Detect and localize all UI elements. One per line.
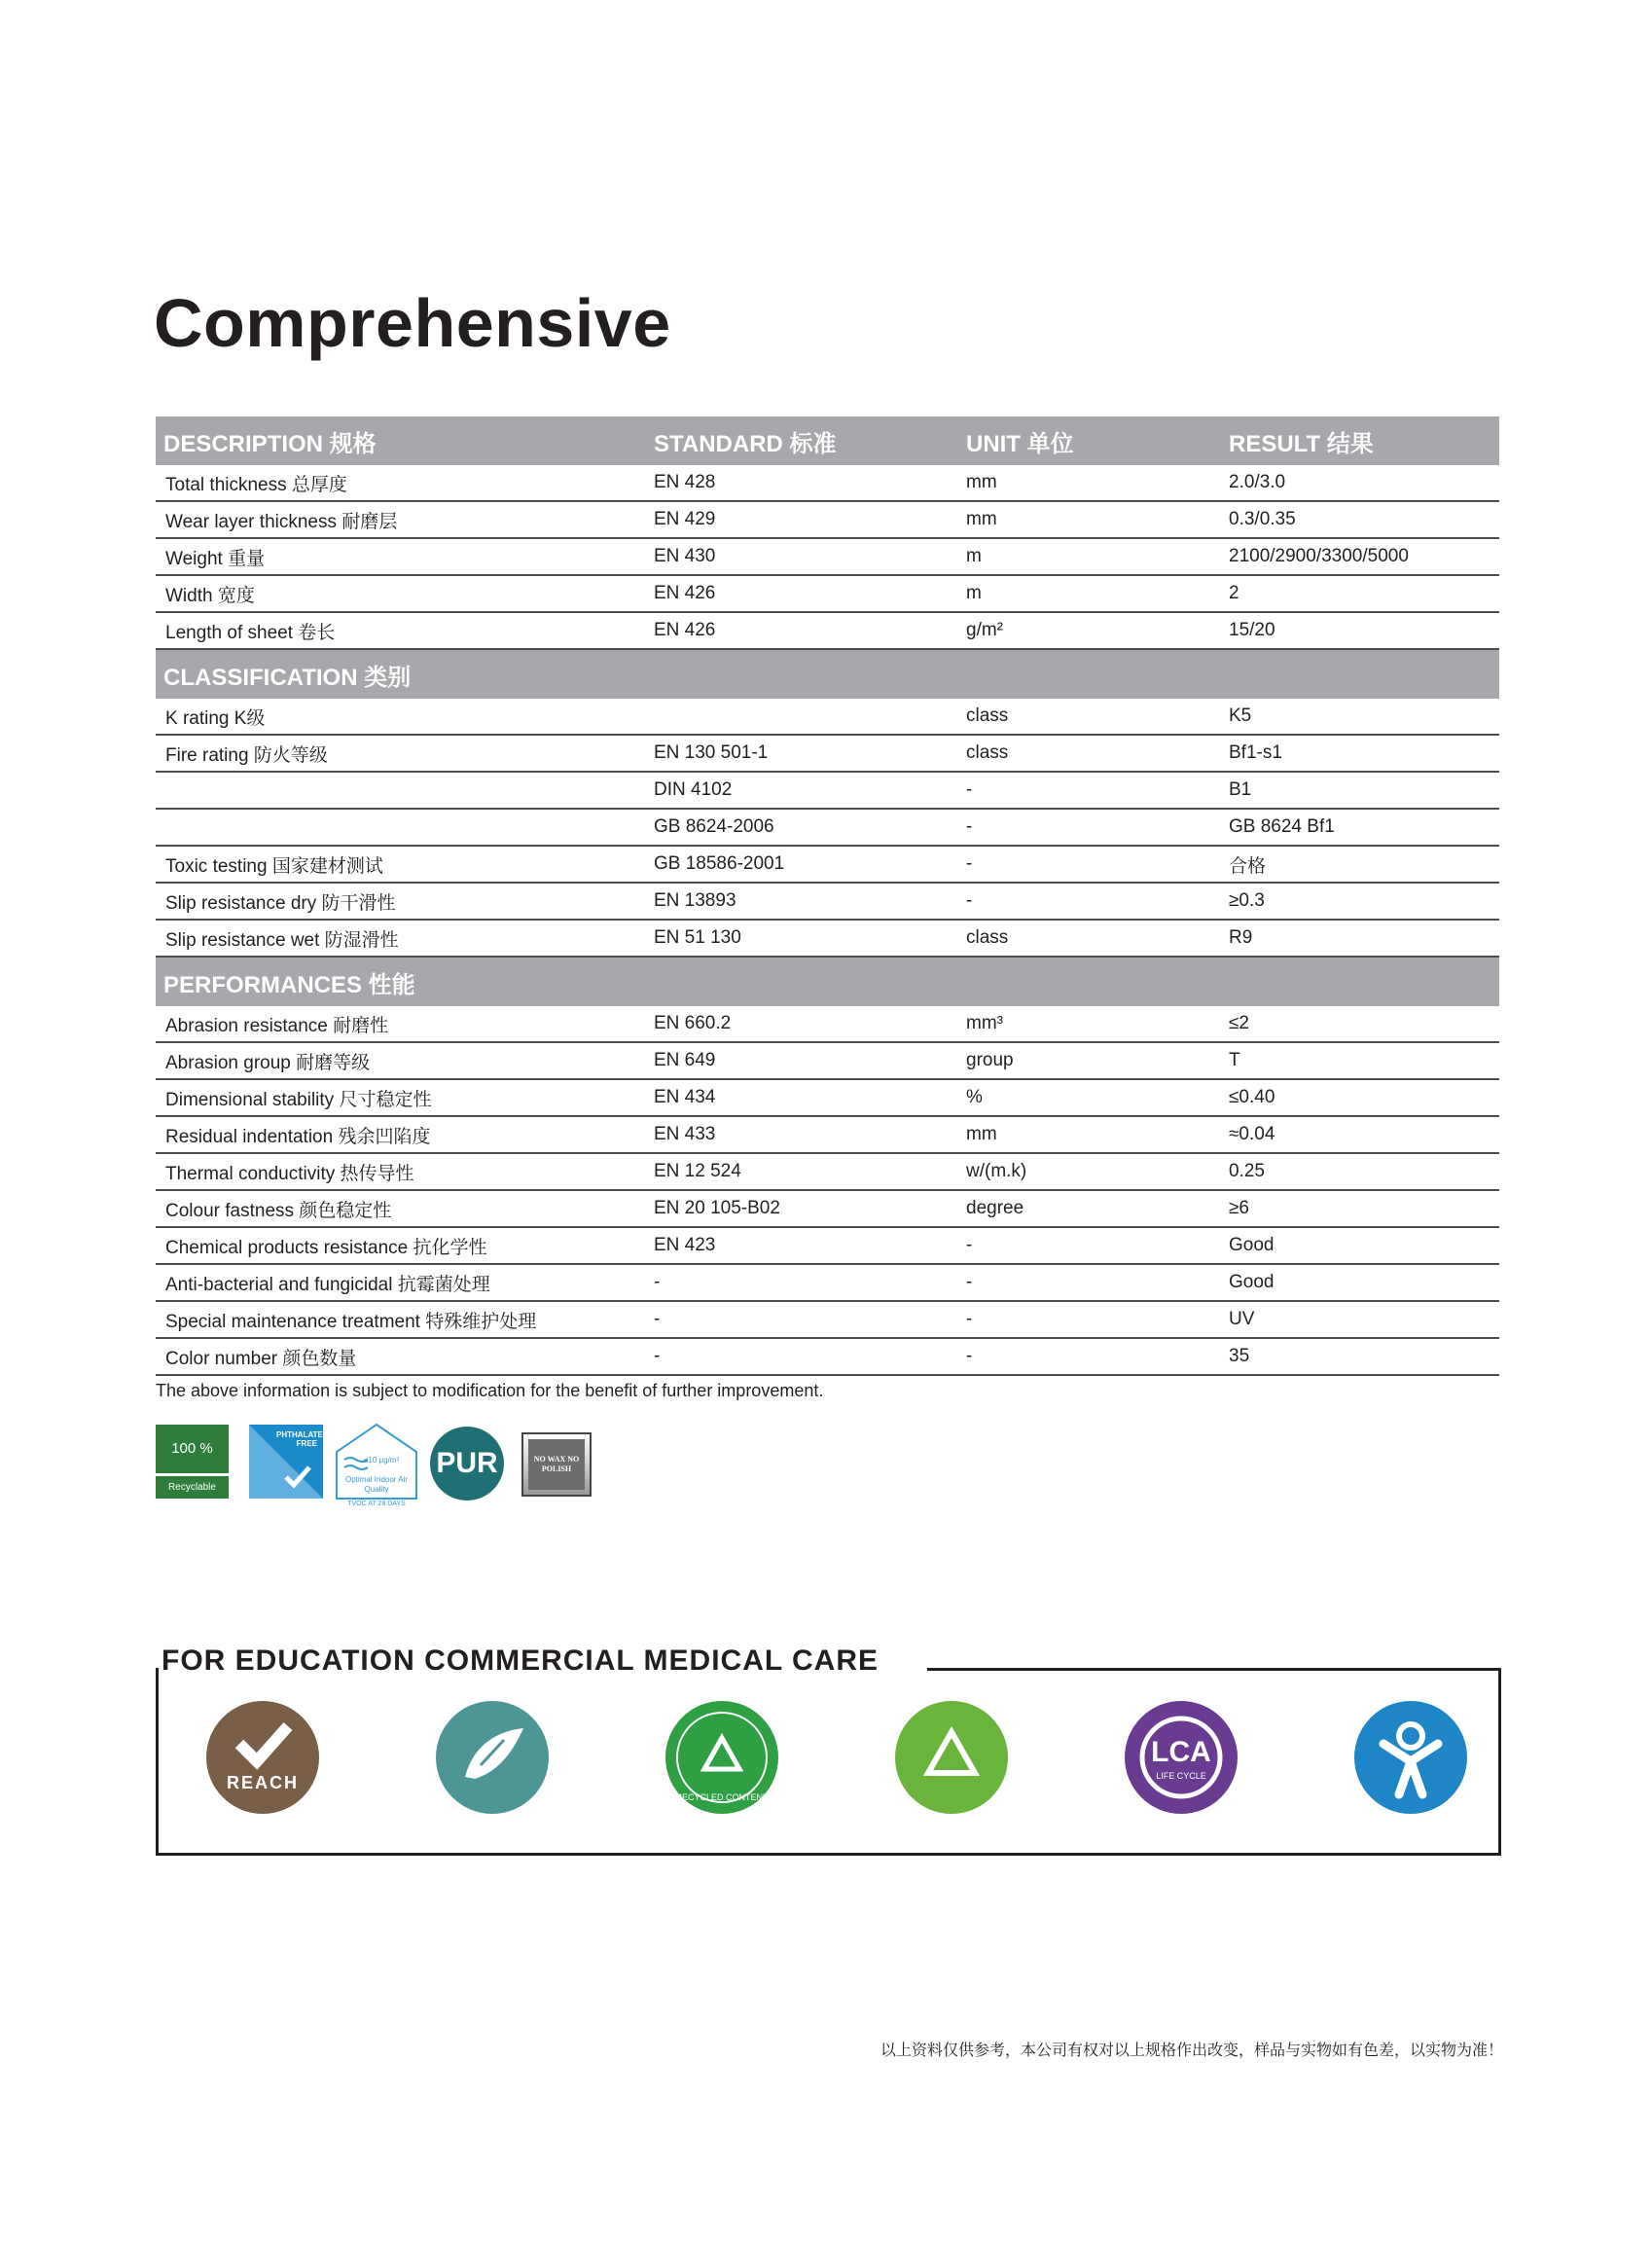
table-row [156,465,1499,501]
cell-result: B1 [1221,772,1499,809]
pur-badge [430,1427,504,1501]
table-header-row [156,416,1499,465]
cell-description: K rating K级 [156,699,646,735]
cell-description: Chemical products resistance 抗化学性 [156,1227,646,1264]
cell-standard: - [646,1338,958,1375]
pur-text: PUR [436,1447,498,1479]
cell-description: Color number 颜色数量 [156,1338,646,1375]
cell-unit: % [958,1079,1221,1116]
cell-unit: - [958,772,1221,809]
cell-standard: DIN 4102 [646,772,958,809]
air-value: ≤10 μg/m³ [364,1456,400,1465]
cell-description: Colour fastness 颜色稳定性 [156,1190,646,1227]
banner-title: FOR EDUCATION COMMERCIAL MEDICAL CARE [162,1645,879,1677]
cell-description: Weight 重量 [156,538,646,575]
cell-standard: EN 429 [646,501,958,538]
cell-result: K5 [1221,699,1499,735]
recyclable-badge [156,1425,229,1499]
header-unit: UNIT 单位 [958,416,1221,465]
cell-result: 0.3/0.35 [1221,501,1499,538]
table-row [156,1042,1499,1079]
table-row [156,1190,1499,1227]
table-row [156,612,1499,649]
air-quality-badge [335,1423,418,1508]
cell-description [156,809,646,846]
header-standard: STANDARD 标准 [646,416,958,465]
cell-standard: EN 130 501-1 [646,735,958,772]
cell-result: 2100/2900/3300/5000 [1221,538,1499,575]
house-air-icon [335,1423,418,1508]
person-icon [1354,1701,1467,1814]
table-row [156,501,1499,538]
section-classification-label: CLASSIFICATION 类别 [156,649,1499,699]
leaf-bird-icon [436,1701,549,1814]
recycled-content-icon [665,1701,778,1814]
recycled-content-text: RECYCLED CONTENT [675,1792,769,1802]
lca-life-cycle-icon [1125,1701,1238,1814]
section-performances [156,957,1499,1006]
cell-standard: GB 8624-2006 [646,809,958,846]
cell-standard: EN 20 105-B02 [646,1190,958,1227]
cell-result: 合格 [1221,846,1499,883]
cell-unit: mm [958,1116,1221,1153]
cell-unit: mm³ [958,1006,1221,1042]
air-tvoc: TVOC AT 28 DAYS [347,1501,406,1507]
cell-description: Dimensional stability 尺寸稳定性 [156,1079,646,1116]
cell-standard: EN 426 [646,575,958,612]
cell-standard: EN 13893 [646,883,958,920]
cell-standard: EN 434 [646,1079,958,1116]
spec-table [156,416,1499,1376]
cell-unit: m [958,538,1221,575]
cell-unit: class [958,920,1221,957]
cell-description: Anti-bacterial and fungicidal 抗霉菌处理 [156,1264,646,1301]
cell-description: Width 宽度 [156,575,646,612]
cell-standard: EN 12 524 [646,1153,958,1190]
cell-description: Fire rating 防火等级 [156,735,646,772]
cell-unit: - [958,1264,1221,1301]
cell-result: Good [1221,1227,1499,1264]
reach-check-icon [206,1701,319,1814]
table-row [156,575,1499,612]
table-row [156,1153,1499,1190]
cell-unit: - [958,883,1221,920]
cell-unit: class [958,699,1221,735]
cell-result: R9 [1221,920,1499,957]
reach-label: REACH [226,1773,299,1792]
cell-result: ≤2 [1221,1006,1499,1042]
cell-standard [646,699,958,735]
cell-unit: - [958,1227,1221,1264]
cell-result: ≤0.40 [1221,1079,1499,1116]
no-wax-badge [521,1432,592,1497]
modification-note: The above information is subject to modification for the benefit of further improvement. [156,1381,824,1400]
table-row [156,1116,1499,1153]
cell-unit: mm [958,465,1221,501]
cell-standard: GB 18586-2001 [646,846,958,883]
recyclable-label: Recyclable [156,1476,229,1499]
table-row [156,1006,1499,1042]
cell-unit: g/m² [958,612,1221,649]
cell-result: 0.25 [1221,1153,1499,1190]
cell-unit: class [958,735,1221,772]
cell-result: GB 8624 Bf1 [1221,809,1499,846]
table-row [156,1079,1499,1116]
page-title: Comprehensive [154,285,671,361]
cell-standard: - [646,1264,958,1301]
cell-unit: - [958,846,1221,883]
phthalate-text: PHTHALATE FREE [276,1430,323,1448]
cell-standard: EN 428 [646,465,958,501]
cell-standard: EN 433 [646,1116,958,1153]
checkmark-icon [249,1425,323,1499]
cell-description: Slip resistance wet 防湿滑性 [156,920,646,957]
table-row [156,920,1499,957]
cell-description: Abrasion group 耐磨等级 [156,1042,646,1079]
cell-standard: EN 660.2 [646,1006,958,1042]
table-row [156,699,1499,735]
cell-unit: mm [958,501,1221,538]
cell-standard: - [646,1301,958,1338]
cell-result: ≈0.04 [1221,1116,1499,1153]
table-row [156,772,1499,809]
cell-result: ≥0.3 [1221,883,1499,920]
air-label: Optimal Indoor Air Quality [344,1475,409,1494]
cell-description: Slip resistance dry 防干滑性 [156,883,646,920]
header-result: RESULT 结果 [1221,416,1499,465]
cell-unit: w/(m.k) [958,1153,1221,1190]
cell-result: 2.0/3.0 [1221,465,1499,501]
lca-sub: LIFE CYCLE [1156,1771,1206,1781]
cell-unit: - [958,1338,1221,1375]
cell-result: Good [1221,1264,1499,1301]
recycle-icon [895,1701,1008,1814]
section-classification [156,649,1499,699]
cell-unit: m [958,575,1221,612]
cell-standard: EN 423 [646,1227,958,1264]
cell-description: Total thickness 总厚度 [156,465,646,501]
certification-badges [156,1423,603,1508]
table-row [156,735,1499,772]
cell-result: T [1221,1042,1499,1079]
cell-standard: EN 51 130 [646,920,958,957]
cell-result: ≥6 [1221,1190,1499,1227]
cell-standard: EN 649 [646,1042,958,1079]
cell-description [156,772,646,809]
table-row [156,1264,1499,1301]
cell-description: Wear layer thickness 耐磨层 [156,501,646,538]
table-row [156,1301,1499,1338]
cell-description: Abrasion resistance 耐磨性 [156,1006,646,1042]
cell-result: UV [1221,1301,1499,1338]
cell-description: Thermal conductivity 热传导性 [156,1153,646,1190]
header-description: DESCRIPTION 规格 [156,416,646,465]
cell-result: 35 [1221,1338,1499,1375]
cell-unit: - [958,1301,1221,1338]
table-row [156,809,1499,846]
cell-result: 2 [1221,575,1499,612]
table-row [156,846,1499,883]
lca-text: LCA [1151,1736,1211,1768]
section-performances-label: PERFORMANCES 性能 [156,957,1499,1006]
phthalate-free-badge [249,1425,323,1499]
table-row [156,883,1499,920]
cell-standard: EN 426 [646,612,958,649]
recyclable-percent: 100 % [156,1425,229,1473]
footer-disclaimer: 以上资料仅供参考，本公司有权对以上规格作出改变，样品与实物如有色差，以实物为准！ [880,2043,1504,2059]
cell-description: Toxic testing 国家建材测试 [156,846,646,883]
cell-description: Special maintenance treatment 特殊维护处理 [156,1301,646,1338]
cell-unit: group [958,1042,1221,1079]
cell-standard: EN 430 [646,538,958,575]
no-wax-text: NO WAX NO POLISH [528,1439,585,1490]
cell-description: Length of sheet 卷长 [156,612,646,649]
cell-result: 15/20 [1221,612,1499,649]
cell-result: Bf1-s1 [1221,735,1499,772]
table-row [156,538,1499,575]
feature-icons [206,1701,1461,1818]
cell-unit: - [958,809,1221,846]
cell-description: Residual indentation 残余凹陷度 [156,1116,646,1153]
table-row [156,1227,1499,1264]
cell-unit: degree [958,1190,1221,1227]
table-row [156,1338,1499,1375]
